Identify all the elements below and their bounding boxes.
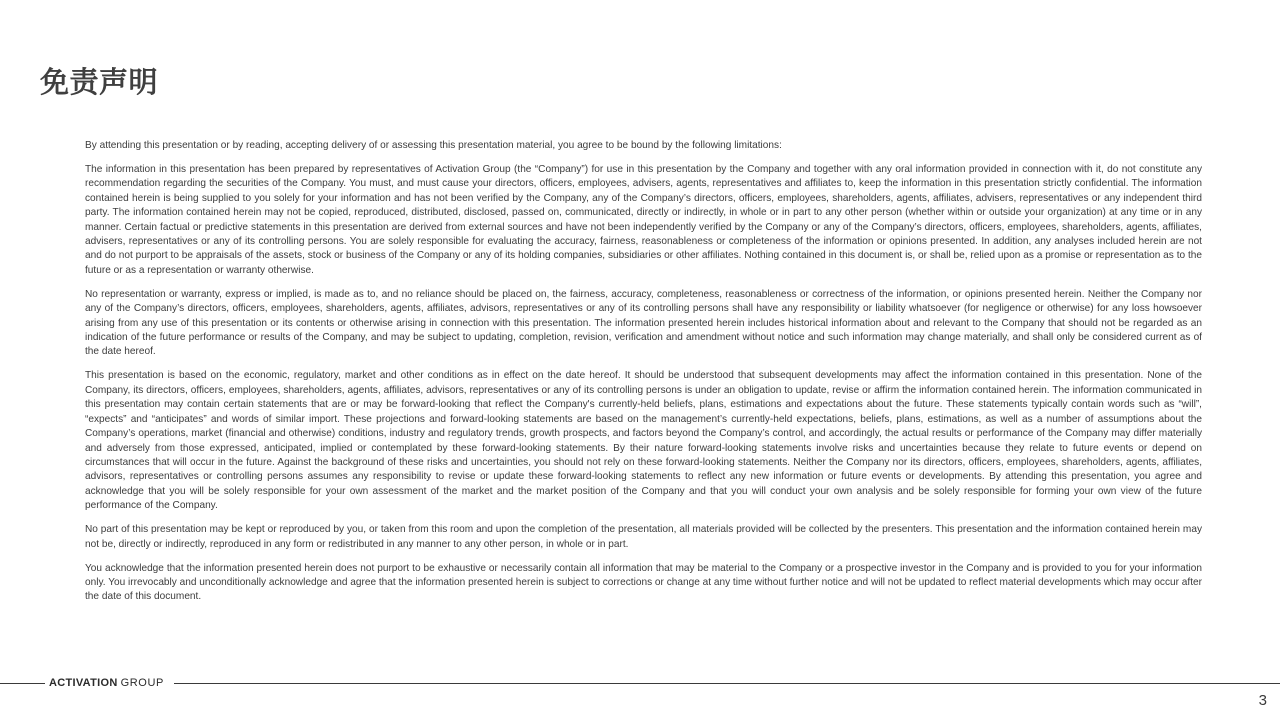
disclaimer-body bbox=[85, 139, 1202, 614]
disclaimer-intro: By attending this presentation or by reading, accepting delivery of or assessing this presentation material, you agree to be bound by the following limitations: bbox=[85, 140, 782, 151]
footer-divider-left bbox=[0, 683, 45, 684]
page-title: 免责声明 bbox=[40, 65, 159, 99]
disclaimer-paragraph-3: This presentation is based on the economic, regulatory, market and other conditions as in effect on the date hereof. It should be understood that subsequent developments may affect the information contained in this presentation. None of the Company, its directors, officers, employees, shareholders, agents, affiliates, advisors, representatives or any of its controlling persons is under an obligation to update, revise or affirm the information contained herein. The information communicated in this presentation may contain certain statements that are or may be forward-looking that reflect the Company's currently-held beliefs, plans, estimations and expectations about the future. These statements typically contain words such as “will”, “expects” and “anticipates” and words of similar import. These projections and forward-looking statements are based on the management’s currently-held expectations, beliefs, plans, estimations, as well as a number of assumptions about the Company’s operations, market (financial and otherwise) conditions, industry and regulatory trends, growth prospects, and factors beyond the Company’s control, and accordingly, the actual results or performance of the Company may differ materially and adversely from those expressed, anticipated, implied or contemplated by these forward-looking statements. By their nature forward-looking statements involve risks and uncertainties because they relate to future events or depend on circumstances that will occur in the future. Against the background of these risks and uncertainties, you should not rely on these forward-looking statements. Neither the Company nor its directors, officers, employees, shareholders, agents, affiliates, advisors, representatives or controlling persons assumes any responsibility to revise or update these forward-looking statements to reflect any new information or future events or developments. By attending this presentation, you agree and acknowledge that you will be solely responsible for your own assessment of the market and the market position of the Company and that you will conduct your own analysis and be solely responsible for forming your own view of the future performance of the Company. bbox=[85, 370, 1202, 512]
logo-wordmark-primary: ACTIVATION bbox=[49, 677, 118, 689]
logo-wordmark-secondary: GROUP bbox=[120, 677, 164, 689]
disclaimer-paragraph-2: No representation or warranty, express or implied, is made as to, and no reliance should be placed on, the fairness, accuracy, completeness, reasonableness or correctness of the information, or opinions presented herein. Neither the Company nor any of the Company’s directors, officers, employees, shareholders, agents, affiliates, advisors, representatives or any of its controlling persons shall have any responsibility or liability whatsoever (for negligence or otherwise) for any loss howsoever arising from any use of this presentation or its contents or otherwise arising in connection with this presentation. The information presented herein includes historical information about and relevant to the Company that should not be regarded as an indication of the future performance or results of the Company, and may be subject to updating, completion, revision, verification and amendment without notice and such information may change materially, and shall only be considered current as of the date hereof. bbox=[85, 288, 1202, 358]
disclaimer-paragraph-1: The information in this presentation has been prepared by representatives of Activation Group (the “Company”) for use in this presentation by the Company and together with any oral information provided in connection with it, do not constitute any recommendation regarding the securities of the Company. You must, and must cause your directors, officers, employees, advisers, agents, representatives and affiliates to, keep the information in this presentation strictly confidential. The information contained herein is being supplied to you solely for your information and has not been verified by the Company, any of the Company’s directors, officers, employees, shareholders, agents, affiliates, advisers, representatives or any independent third party. The information contained herein may not be copied, reproduced, distributed, disclosed, passed on, communicated, directly or indirectly, in whole or in part to any other person (whether within or outside your organization) at any time or in any manner. Certain factual or predictive statements in this presentation are derived from external sources and have not been independently verified by the Company or any of the Company’s directors, officers, employees, shareholders, agents, affiliates, advisers, representatives or any of its controlling persons. You are solely responsible for evaluating the accuracy, fairness, reasonableness or completeness of the information or opinions presented. In addition, any analyses included herein are not and do not purport to be appraisals of the assets, stock or business of the Company or any of its holding companies, subsidiaries or other affiliates. Nothing contained in this document is, or shall be, relied upon as a promise or representation as to the future or as a representation or warranty otherwise. bbox=[85, 164, 1202, 276]
footer bbox=[0, 676, 1280, 690]
page-number: 3 bbox=[1258, 692, 1267, 709]
disclaimer-paragraph-5: You acknowledge that the information presented herein does not purport to be exhaustive or necessarily contain all information that may be material to the Company or a prospective investor in the Company and is provided to you for your information only. You irrevocably and unconditionally acknowledge and agree that the information presented herein is subject to corrections or change at any time without further notice and will not be updated to reflect material developments which may occur after the date of this document. bbox=[85, 562, 1202, 603]
footer-divider-right bbox=[174, 683, 1280, 684]
disclaimer-paragraph-4: No part of this presentation may be kept or reproduced by you, or taken from this room and upon the completion of the presentation, all materials provided will be collected by the presenters. This presentation and the information contained herein may not be, directly or indirectly, reproduced in any form or redistributed in any manner to any other person, in whole or in part. bbox=[85, 524, 1202, 550]
company-logo bbox=[49, 676, 164, 690]
